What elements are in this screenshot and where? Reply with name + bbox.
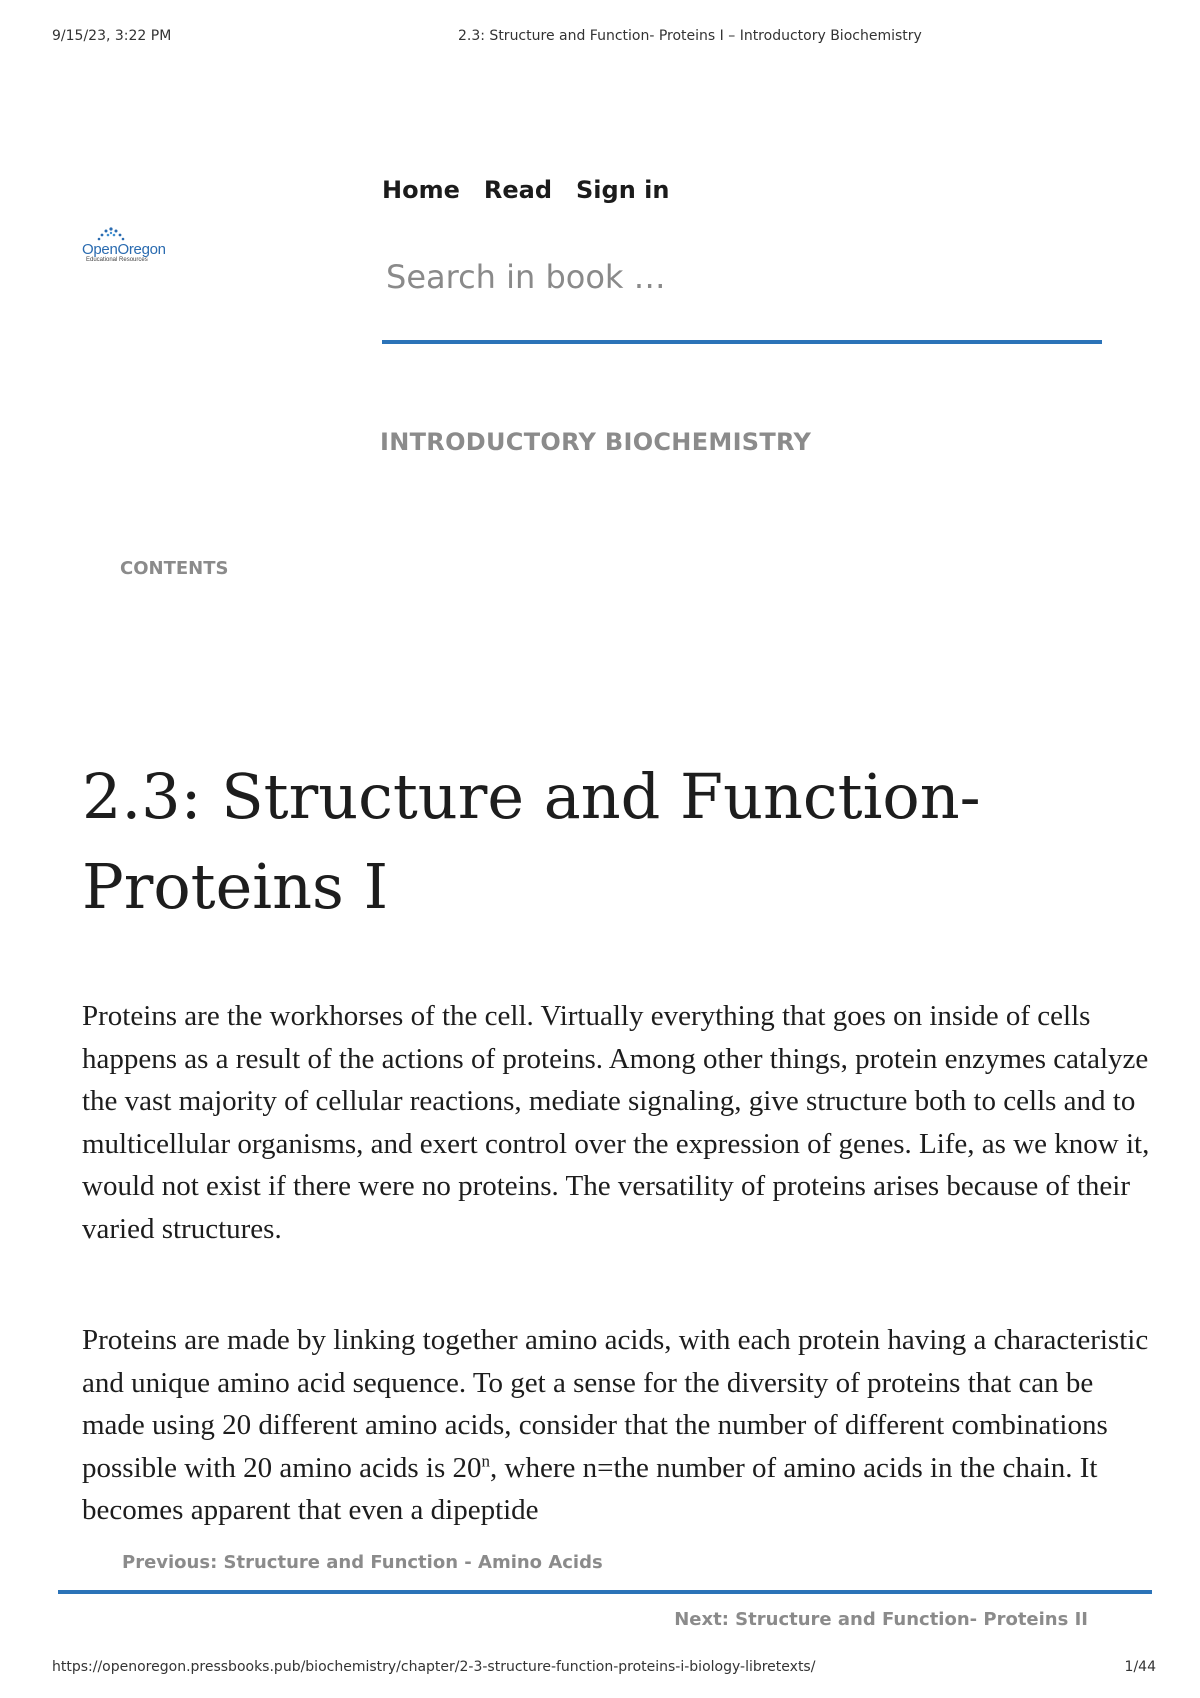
paragraph-2-text-end: , where n=the number of amino acids in the chain. It becomes apparent that even a dipeptide (82, 1451, 1098, 1526)
print-page-number: 1/44 (1124, 1659, 1156, 1675)
nav-read-link[interactable]: Read (483, 176, 552, 204)
previous-chapter-link[interactable]: Previous: Structure and Function - Amino Acids (122, 1552, 603, 1573)
chapter-paragraph-2 (82, 1319, 1152, 1532)
nav-home-link[interactable]: Home (382, 176, 460, 204)
chapter-title: 2.3: Structure and Function- Proteins I (82, 760, 981, 923)
print-header (0, 28, 1200, 48)
logo-subtitle: Educational Resources (86, 257, 148, 263)
print-datetime: 9/15/23, 3:22 PM (52, 28, 172, 44)
chapter-paragraph-1: Proteins are the workhorses of the cell. Virtually everything that goes on inside of cells happens as a result of the actions of proteins. Among other things, protein enzymes catalyze the vast majority of cellular reactions, mediate signaling, give structure both to cells and to multicellular organisms, and exert control over the expression of genes. Life, as we know it, would not exist if there were no proteins. The versatility of proteins arises because of their varied structures. (82, 1000, 1150, 1245)
logo-wordmark: OpenOregon (82, 241, 166, 258)
openoregon-logo[interactable] (82, 226, 182, 264)
print-doc-title: 2.3: Structure and Function- Proteins I – Introductory Biochemistry (458, 28, 922, 44)
book-title-link[interactable]: INTRODUCTORY BIOCHEMISTRY (380, 428, 812, 456)
print-footer (0, 1659, 1200, 1679)
logo-dots-icon (96, 226, 126, 242)
top-nav (382, 176, 669, 204)
contents-toggle[interactable]: CONTENTS (120, 558, 229, 579)
print-url: https://openoregon.pressbooks.pub/biochemistry/chapter/2-3-structure-function-proteins-i-biology-libretexts/ (52, 1659, 816, 1675)
paragraph-2-text-start: Proteins are made by linking together amino acids, with each protein having a characteristic and unique amino acid sequence. To get a sense for the diversity of proteins that can be made using 20 different amino acids, consider that the number of different combinations possible with 20 amino acids is 20 (82, 1324, 1149, 1484)
paragraph-2-superscript: n (481, 1450, 491, 1470)
next-chapter-link[interactable]: Next: Structure and Function- Proteins II (674, 1609, 1088, 1630)
pager-divider (58, 1590, 1152, 1594)
search-box (382, 248, 1102, 344)
search-input[interactable] (382, 248, 1086, 296)
nav-sign-in-link[interactable]: Sign in (576, 176, 670, 204)
